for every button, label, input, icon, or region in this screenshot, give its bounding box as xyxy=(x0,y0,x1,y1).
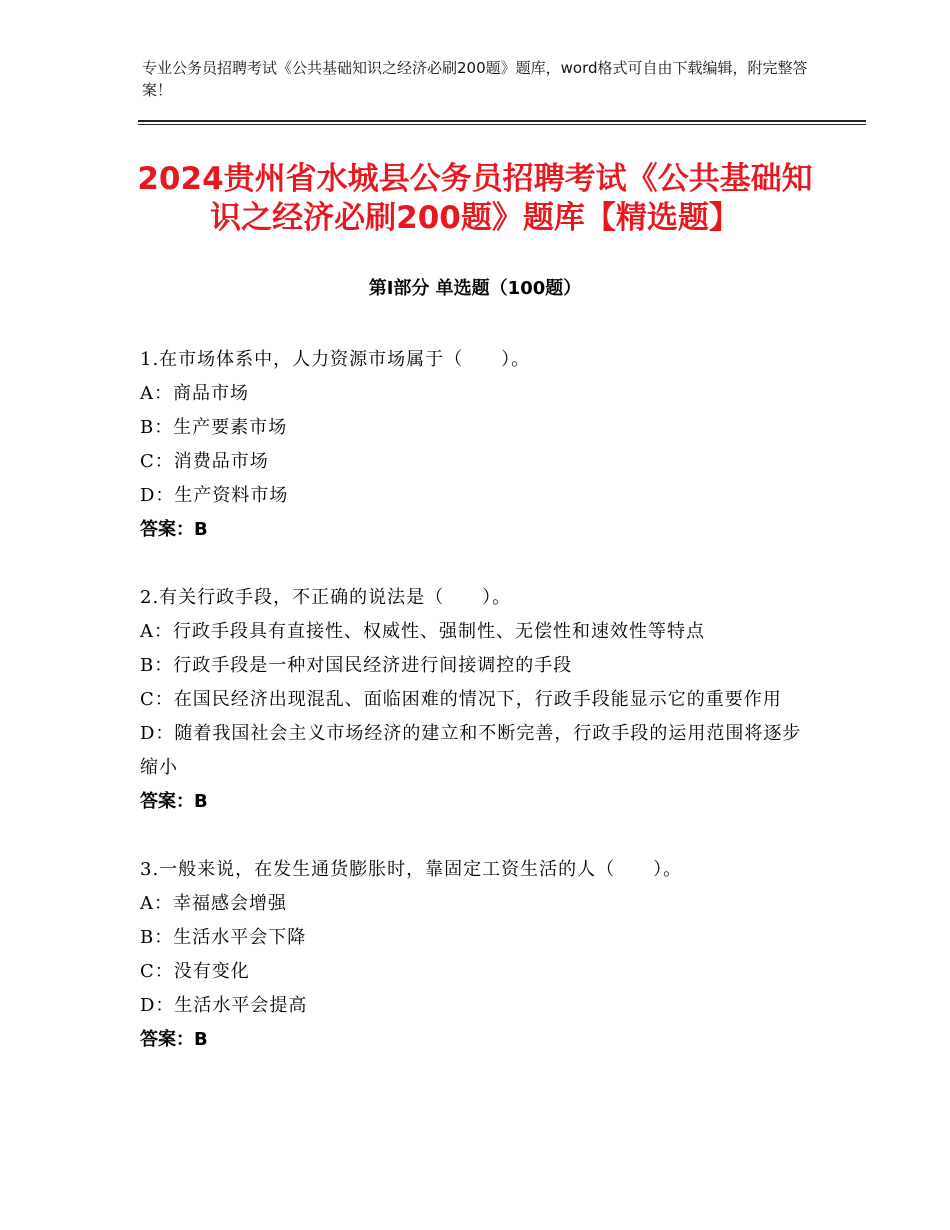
document-title: 2024贵州省水城县公务员招聘考试《公共基础知识之经济必刷200题》题库【精选题】 xyxy=(137,161,813,236)
option-a: A：幸福感会增强 xyxy=(140,893,287,914)
question-2 xyxy=(140,581,810,819)
answer-line: 答案：B xyxy=(140,791,208,812)
question-stem: 3.一般来说，在发生通货膨胀时，靠固定工资生活的人（ ）。 xyxy=(140,859,683,880)
section-title: 第Ⅰ部分 单选题（100题） xyxy=(368,278,582,299)
header-note: 专业公务员招聘考试《公共基础知识之经济必刷200题》题库，word格式可自由下载编辑，附完整答案！ xyxy=(142,59,808,99)
header-rule-thin xyxy=(138,124,866,125)
option-c: C：没有变化 xyxy=(140,961,250,982)
option-b: B：行政手段是一种对国民经济进行间接调控的手段 xyxy=(140,655,573,676)
question-1 xyxy=(140,343,810,547)
answer-line: 答案：B xyxy=(140,1029,208,1050)
question-stem: 2.有关行政手段，不正确的说法是（ ）。 xyxy=(140,587,512,608)
option-d: D：随着我国社会主义市场经济的建立和不断完善，行政手段的运用范围将逐步缩小 xyxy=(140,723,802,778)
option-d: D：生活水平会提高 xyxy=(140,995,308,1016)
header-rule-thick xyxy=(138,120,866,122)
option-c: C：在国民经济出现混乱、面临困难的情况下，行政手段能显示它的重要作用 xyxy=(140,689,782,710)
option-d: D：生产资料市场 xyxy=(140,485,289,506)
answer-line: 答案：B xyxy=(140,519,208,540)
option-a: A：商品市场 xyxy=(140,383,249,404)
question-3 xyxy=(140,853,810,1057)
question-list xyxy=(140,343,810,1091)
option-a: A：行政手段具有直接性、权威性、强制性、无偿性和速效性等特点 xyxy=(140,621,705,642)
option-c: C：消费品市场 xyxy=(140,451,269,472)
question-stem: 1.在市场体系中，人力资源市场属于（ ）。 xyxy=(140,349,531,370)
option-b: B：生产要素市场 xyxy=(140,417,288,438)
option-b: B：生活水平会下降 xyxy=(140,927,307,948)
